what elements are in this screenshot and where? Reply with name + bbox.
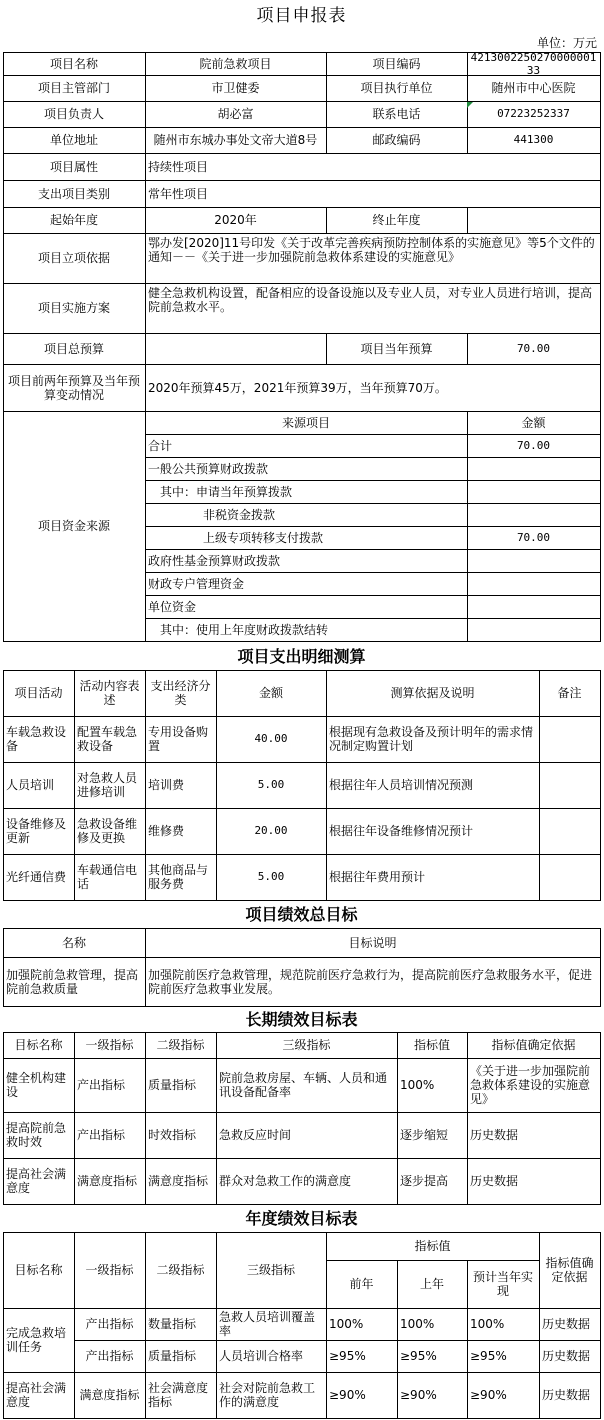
grid-line: [467, 333, 468, 365]
annual-cell: 100%: [329, 1317, 364, 1331]
annual-goal: 完成急救培训任务: [6, 1326, 67, 1354]
grid-line: [3, 1032, 4, 1205]
annual-cell: 100%: [400, 1317, 435, 1331]
value-basis: 鄂办发[2020]11号印发《关于改革完善疾病预防控制体系的实施意见》等5个文件的通知－－《关于进一步加强院前急救体系建设的实施意见》: [148, 236, 595, 264]
expense-header: 测算依据及说明: [390, 686, 475, 700]
value-category: 常年性项目: [148, 186, 209, 201]
longterm-cell: 逐步缩短: [400, 1128, 449, 1142]
grid-line: [145, 207, 146, 234]
fund-row-label: 政府性基金预算财政拨款: [148, 553, 281, 568]
fund-row-amount: [467, 549, 600, 572]
longterm-header: 目标名称: [14, 1038, 63, 1052]
grid-line: [3, 1418, 601, 1419]
label-postcode: 邮政编码: [372, 133, 421, 147]
label-basis: 项目立项依据: [37, 251, 110, 265]
fund-row-amount: 70.00: [516, 438, 551, 452]
longterm-cell: 提高社会满意度: [6, 1167, 67, 1195]
grid-line: [397, 1260, 398, 1309]
annual-subheader: 前年: [349, 1277, 374, 1291]
expense-class: 其他商品与服务费: [148, 863, 209, 891]
unit-label: 单位：万元: [536, 36, 597, 50]
value-phone: 07223252337: [497, 107, 570, 120]
grid-line: [326, 52, 327, 76]
perf-goal-title: 项目绩效总目标: [245, 905, 358, 924]
longterm-header: 一级指标: [85, 1038, 134, 1052]
expense-class: 维修费: [148, 824, 185, 838]
longterm-cell: 满意度指标: [77, 1174, 138, 1188]
label-address: 单位地址: [49, 133, 98, 147]
longterm-header: 三级指标: [282, 1038, 331, 1052]
annual-header: 二级指标: [156, 1263, 205, 1277]
annual-header: 指标值: [414, 1239, 451, 1253]
annual-cell: 历史数据: [542, 1388, 591, 1402]
expense-basis: 根据往年费用预计: [329, 870, 426, 884]
grid-line: [467, 52, 468, 76]
annual-cell: 急救人员培训覆盖率: [219, 1310, 316, 1338]
perf-goal-header-name: 名称: [61, 935, 86, 950]
label-supervisor: 项目主管部门: [37, 81, 110, 95]
grid-line: [145, 670, 146, 901]
longterm-cell: 院前急救房屋、车辆、人员和通讯设备配备率: [219, 1071, 388, 1099]
value-supervisor: 市卫健委: [211, 81, 260, 95]
longterm-cell: 满意度指标: [148, 1174, 209, 1188]
longterm-cell: 时效指标: [148, 1128, 197, 1142]
grid-line: [216, 670, 217, 901]
expense-amount: 40.00: [254, 732, 288, 745]
grid-line: [145, 127, 146, 154]
expense-basis: 根据往年设备维修情况预计: [329, 824, 474, 838]
label-plan: 项目实施方案: [37, 301, 110, 315]
label-leader: 项目负责人: [43, 107, 104, 121]
grid-line: [145, 364, 146, 412]
fund-row-amount: [467, 595, 600, 618]
perf-goal-header-desc: 目标说明: [348, 935, 397, 950]
expense-activity: 设备维修及更新: [6, 817, 67, 845]
fund-row-amount: [467, 457, 600, 480]
longterm-cell: 健全机构建设: [6, 1071, 67, 1099]
grid-line: [326, 207, 327, 234]
fund-row-label: 非税资金拨款: [203, 507, 276, 522]
grid-line: [326, 670, 327, 901]
page-title: 项目申报表: [256, 6, 347, 26]
value-end-year: [467, 207, 600, 233]
expense-class: 专用设备购置: [148, 725, 209, 753]
value-postcode: 441300: [513, 133, 554, 146]
expense-basis: 根据往年人员培训情况预测: [329, 778, 474, 792]
fund-row-label: 财政专户管理资金: [148, 576, 245, 591]
longterm-cell: 历史数据: [470, 1128, 519, 1142]
expense-amount: 20.00: [254, 824, 288, 837]
fund-header-amount: 金额: [521, 415, 546, 430]
grid-line: [145, 180, 146, 208]
longterm-cell: 产出指标: [77, 1128, 126, 1142]
grid-line: [600, 52, 601, 642]
expense-header: 金额: [258, 686, 283, 700]
label-category: 支出项目类别: [37, 186, 110, 201]
annual-title: 年度绩效目标表: [245, 1209, 358, 1228]
label-current-budget: 项目当年预算: [360, 341, 433, 356]
grid-line: [3, 1006, 601, 1007]
expense-remark: [539, 762, 600, 808]
fund-row-amount: [467, 480, 600, 503]
label-start-year: 起始年度: [49, 213, 98, 227]
perf-goal-name: 加强院前急救管理，提高院前急救质量: [6, 967, 139, 996]
expense-activity: 车载急救设备: [6, 725, 67, 753]
annual-header: 一级指标: [85, 1263, 134, 1277]
annual-cell: ≥95%: [400, 1349, 437, 1363]
grid-line: [326, 101, 327, 128]
grid-line: [145, 75, 146, 102]
expense-header: 支出经济分类: [150, 679, 211, 707]
expense-remark: [539, 808, 600, 854]
expense-content: 对急救人员进修培训: [77, 771, 138, 799]
value-start-year: 2020年: [214, 213, 257, 227]
fund-row-amount: [467, 572, 600, 595]
grid-line: [145, 333, 146, 365]
grid-line: [539, 670, 540, 901]
expense-activity: 光纤通信费: [6, 870, 67, 884]
longterm-cell: 产出指标: [77, 1078, 126, 1092]
annual-cell: 社会对院前急救工作的满意度: [219, 1381, 316, 1409]
expense-content: 配置车载急救设备: [77, 725, 138, 753]
annual-cell: ≥90%: [400, 1388, 437, 1402]
grid-line: [216, 1032, 217, 1205]
longterm-header: 指标值: [413, 1038, 450, 1052]
label-total-budget: 项目总预算: [43, 341, 104, 356]
grid-line: [326, 127, 327, 154]
grid-line: [600, 1032, 601, 1205]
expense-content: 车载通信电话: [77, 863, 138, 891]
longterm-header: 二级指标: [156, 1038, 205, 1052]
fund-row-label: 上级专项转移支付拨款: [203, 530, 324, 545]
annual-cell: 社会满意度指标: [148, 1381, 209, 1409]
grid-line: [467, 127, 468, 154]
grid-line: [145, 283, 146, 334]
grid-line: [3, 928, 4, 1007]
fund-row-label: 单位资金: [148, 599, 197, 614]
expense-header: 备注: [557, 686, 582, 700]
value-total-budget: [145, 333, 326, 364]
label-project-code: 项目编码: [372, 56, 421, 71]
longterm-cell: 群众对急救工作的满意度: [219, 1174, 352, 1188]
value-address: 随州市东城办事处文帝大道8号: [153, 133, 318, 147]
annual-header: 指标值确定依据: [545, 1256, 594, 1284]
perf-goal-desc: 加强院前医疗急救管理，规范院前医疗急救行为，提高院前医疗急救服务水平，促进院前医疗急救事业发展。: [148, 967, 593, 996]
value-project-name: 院前急救项目: [199, 56, 272, 71]
annual-cell: ≥90%: [329, 1388, 366, 1402]
grid-line: [3, 1204, 601, 1205]
expense-class: 培训费: [148, 778, 185, 792]
grid-line: [3, 670, 4, 901]
longterm-cell: 100%: [400, 1078, 435, 1092]
annual-header: 目标名称: [14, 1263, 63, 1277]
label-fund-source: 项目资金来源: [37, 519, 110, 533]
grid-line: [600, 670, 601, 901]
value-attribute: 持续性项目: [148, 159, 209, 174]
fund-header-source: 来源项目: [281, 415, 330, 430]
grid-line: [326, 75, 327, 102]
expense-remark: [539, 854, 600, 900]
value-current-budget: 70.00: [516, 341, 551, 355]
expense-title: 项目支出明细测算: [237, 647, 366, 666]
fund-row-label: 合计: [148, 438, 173, 453]
annual-header: 三级指标: [246, 1263, 295, 1277]
annual-cell: 人员培训合格率: [219, 1349, 304, 1363]
grid-line: [74, 1032, 75, 1205]
annual-cell: 100%: [470, 1317, 505, 1331]
value-budget-change: 2020年预算45万，2021年预算39万，当年预算70万。: [148, 380, 447, 395]
grid-line: [74, 670, 75, 901]
grid-line: [145, 928, 146, 1007]
value-executor: 随州市中心医院: [491, 81, 576, 95]
expense-activity: 人员培训: [6, 778, 55, 792]
longterm-cell: 急救反应时间: [219, 1128, 292, 1142]
grid-line: [326, 333, 327, 365]
grid-line: [3, 900, 601, 901]
grid-line: [397, 1032, 398, 1205]
annual-subheader: 上年: [419, 1277, 444, 1291]
fund-row-amount: [467, 503, 600, 526]
label-budget-change: 项目前两年预算及当年预算变动情况: [7, 373, 140, 402]
label-attribute: 项目属性: [49, 159, 98, 174]
annual-cell: ≥90%: [470, 1388, 507, 1402]
label-project-name: 项目名称: [49, 56, 98, 71]
label-executor: 项目执行单位: [360, 81, 433, 95]
expense-content: 急救设备维修及更换: [77, 817, 138, 845]
grid-line: [3, 52, 4, 642]
grid-line: [145, 1032, 146, 1205]
longterm-cell: 提高院前急救时效: [6, 1121, 67, 1149]
expense-basis: 根据现有急救设备及预计明年的需求情况制定购置计划: [329, 725, 534, 753]
annual-cell: 满意度指标: [79, 1388, 140, 1402]
label-end-year: 终止年度: [372, 213, 421, 227]
value-leader: 胡必富: [217, 107, 254, 121]
fund-row-label: 其中：使用上年度财政拨款结转: [160, 622, 329, 637]
annual-cell: ≥95%: [470, 1349, 507, 1363]
grid-line: [145, 52, 146, 76]
longterm-title: 长期绩效目标表: [245, 1010, 358, 1029]
cell-comment-marker: [467, 102, 473, 108]
grid-line: [467, 75, 468, 102]
annual-cell: 产出指标: [85, 1349, 134, 1363]
expense-amount: 5.00: [257, 870, 285, 883]
grid-line: [145, 153, 146, 181]
grid-line: [600, 928, 601, 1007]
longterm-cell: 逐步提高: [400, 1174, 449, 1188]
longterm-cell: 质量指标: [148, 1078, 197, 1092]
fund-row-amount: [467, 618, 600, 641]
value-project-code: 421300225027000000133: [470, 52, 597, 75]
grid-line: [145, 233, 146, 284]
annual-subheader: 预计当年实现: [472, 1270, 533, 1298]
annual-cell: 历史数据: [542, 1317, 591, 1331]
annual-cell: ≥95%: [329, 1349, 366, 1363]
annual-cell: 历史数据: [542, 1349, 591, 1363]
grid-line: [3, 641, 601, 642]
longterm-cell: 《关于进一步加强院前急救体系建设的实施意见》: [470, 1064, 591, 1106]
grid-line: [467, 207, 468, 234]
label-phone: 联系电话: [372, 107, 421, 121]
annual-goal: 提高社会满意度: [6, 1381, 67, 1409]
expense-remark: [539, 716, 600, 762]
fund-row-label: 其中：申请当年预算拨款: [160, 484, 293, 499]
grid-line: [145, 101, 146, 128]
annual-cell: 数量指标: [148, 1317, 197, 1331]
annual-cell: 产出指标: [85, 1317, 134, 1331]
longterm-cell: 历史数据: [470, 1174, 519, 1188]
grid-line: [467, 1032, 468, 1205]
fund-row-label: 一般公共预算财政拨款: [148, 461, 269, 476]
grid-line: [467, 1260, 468, 1309]
expense-header: 项目活动: [14, 686, 63, 700]
grid-line: [600, 1232, 601, 1419]
annual-cell: 质量指标: [148, 1349, 197, 1363]
expense-header: 活动内容表述: [79, 679, 140, 707]
fund-row-amount: 70.00: [516, 530, 551, 544]
longterm-header: 指标值确定依据: [491, 1038, 576, 1052]
value-plan: 健全急救机构设置，配备相应的设备设施以及专业人员，对专业人员进行培训，提高院前急救水平。: [148, 286, 593, 314]
expense-amount: 5.00: [257, 778, 285, 791]
